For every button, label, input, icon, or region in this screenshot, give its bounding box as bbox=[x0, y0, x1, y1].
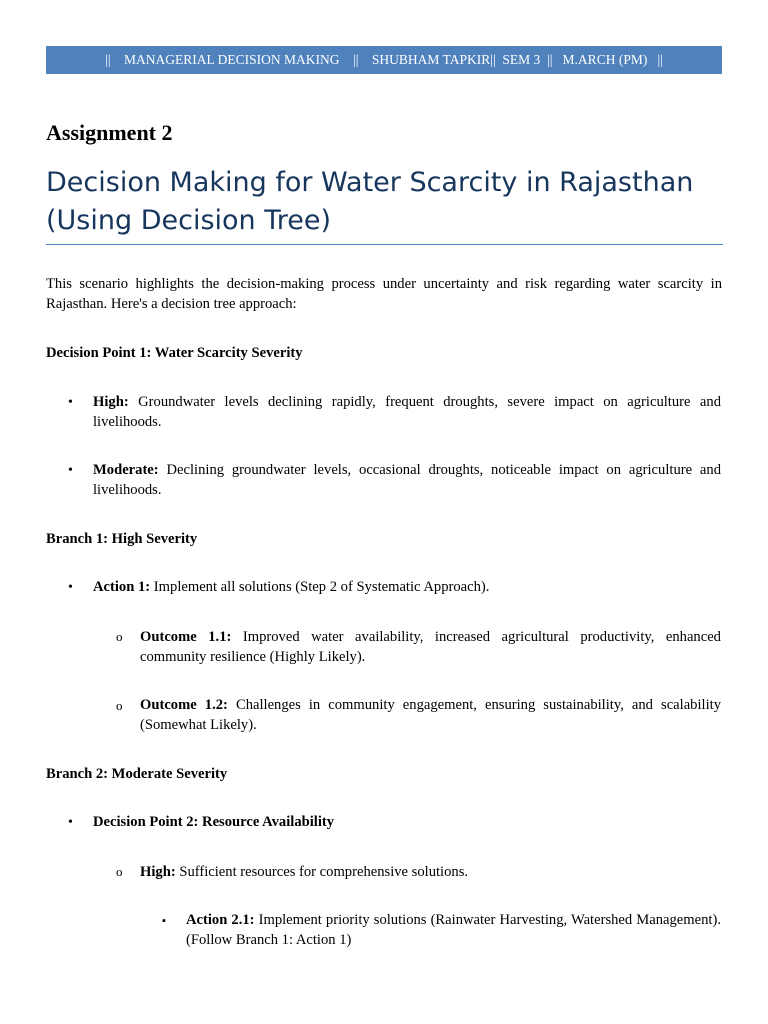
branch-1-heading: Branch 1: High Severity bbox=[46, 531, 198, 547]
bullet-circle-icon: o bbox=[116, 698, 123, 713]
document-title bbox=[46, 164, 726, 240]
bullet-circle-icon: o bbox=[116, 629, 123, 644]
title-line-2: (Using Decision Tree) bbox=[46, 205, 332, 236]
decision-point-1-heading: Decision Point 1: Water Scarcity Severity bbox=[46, 345, 303, 361]
moderate-label: Moderate: bbox=[93, 462, 159, 478]
title-underline bbox=[46, 244, 723, 245]
list-item-moderate bbox=[93, 460, 721, 500]
header-bar: || MANAGERIAL DECISION MAKING || SHUBHAM TAPKIR|| SEM 3 || M.ARCH (PM) || bbox=[46, 46, 722, 74]
list-item-action-2-1 bbox=[186, 910, 721, 950]
list-item-resource-high bbox=[140, 862, 721, 882]
bullet-circle-icon: o bbox=[116, 864, 123, 879]
action-2-1-label: Action 2.1: bbox=[186, 912, 255, 928]
bullet-disc-icon: • bbox=[68, 580, 73, 595]
list-item-high bbox=[93, 392, 721, 432]
action-2-1-text: Implement priority solutions (Rainwater Harvesting, Watershed Management). (Follow Branch 1: Action 1) bbox=[186, 912, 721, 948]
decision-point-2-heading: Decision Point 2: Resource Availability bbox=[93, 814, 335, 830]
action-1-text: Implement all solutions (Step 2 of Systematic Approach). bbox=[150, 579, 490, 595]
list-item-outcome-1-1 bbox=[140, 627, 721, 667]
outcome-1-1-text: Improved water availability, increased agricultural productivity, enhanced community resilience (Highly Likely). bbox=[140, 629, 721, 665]
resource-high-label: High: bbox=[140, 864, 176, 880]
list-item-action-1 bbox=[93, 577, 721, 597]
bullet-disc-icon: • bbox=[68, 463, 73, 478]
high-label: High: bbox=[93, 394, 129, 410]
list-item-outcome-1-2 bbox=[140, 695, 721, 735]
intro-paragraph: This scenario highlights the decision-making process under uncertainty and risk regarding water scarcity in Rajasthan. Here's a decision tree approach: bbox=[46, 276, 722, 312]
branch-2-heading: Branch 2: Moderate Severity bbox=[46, 766, 228, 782]
outcome-1-2-text: Challenges in community engagement, ensuring sustainability, and scalability (Somewhat Likely). bbox=[140, 697, 721, 733]
action-1-label: Action 1: bbox=[93, 579, 151, 595]
title-line-1: Decision Making for Water Scarcity in Rajasthan bbox=[46, 167, 694, 198]
assignment-heading: Assignment 2 bbox=[46, 120, 173, 145]
moderate-text: Declining groundwater levels, occasional droughts, noticeable impact on agriculture and livelihoods. bbox=[93, 462, 721, 498]
resource-high-text: Sufficient resources for comprehensive solutions. bbox=[175, 864, 469, 880]
bullet-disc-icon: • bbox=[68, 815, 73, 830]
high-text: Groundwater levels declining rapidly, frequent droughts, severe impact on agriculture and livelihoods. bbox=[93, 394, 721, 430]
bullet-square-icon: ▪ bbox=[162, 915, 166, 927]
outcome-1-1-label: Outcome 1.1: bbox=[140, 629, 232, 645]
bullet-disc-icon: • bbox=[68, 395, 73, 410]
outcome-1-2-label: Outcome 1.2: bbox=[140, 697, 228, 713]
